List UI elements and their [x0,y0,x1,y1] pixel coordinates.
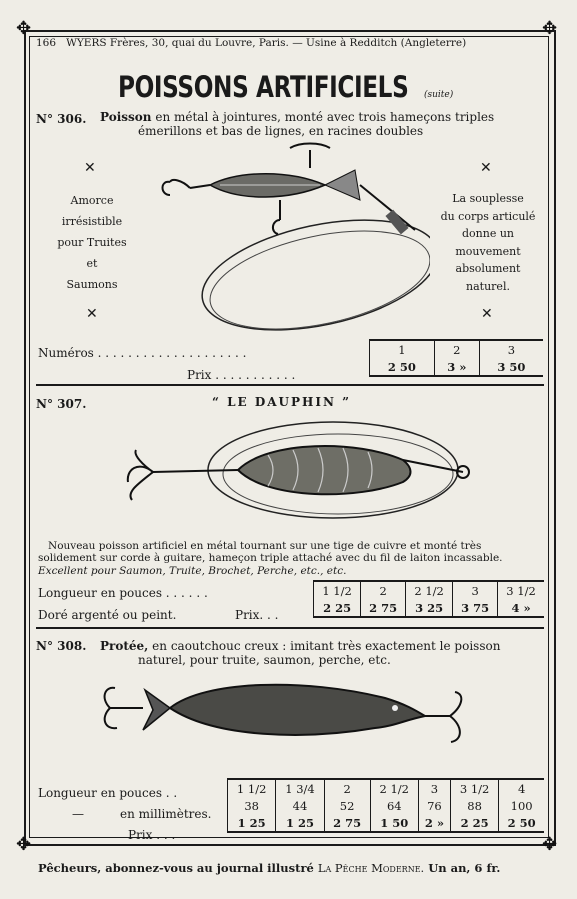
note-line: La souplesse [452,192,524,205]
item-307-name: “ LE DAUPHIN ” [212,395,352,409]
corner-ornament-icon: ✥ [542,834,558,855]
table-cell: 2 75 [324,814,370,832]
item-308-number: N° 308. [36,639,87,653]
table-cell: 3 25 [406,599,453,617]
footer-advert [38,861,500,875]
table-cell: 1 50 [370,814,418,832]
table-cell: 2 75 [361,599,406,617]
item-307-prix-label: Prix. . . [235,608,279,622]
title-suffix: (suite) [424,90,454,100]
table-cell: 1 25 [228,814,276,832]
item-308-row3-label: Prix . . . [128,828,176,842]
table-cell: 1 [370,340,435,358]
table-cell: 4 » [498,599,544,617]
header-text: WYERS Frères, 30, quai du Louvre, Paris. — Usine à Redditch (Angleterre) [66,37,467,49]
table-cell: 2 1/2 [406,581,453,599]
note-line: pour Truites [57,236,127,249]
table-cell: 2 1/2 [370,779,418,797]
prix-label-text: Prix [187,368,212,382]
item-308-row1-label: Longueur en pouces . . [38,786,178,800]
item-306-left-note [50,190,134,295]
table-cell: 1 3/4 [276,779,324,797]
item-306-desc1: en métal à jointures, monté avec trois hameçons triples [155,110,495,124]
note-line: absolument [455,262,521,275]
table-row [314,581,545,599]
footer-tail: Un an, 6 fr. [428,861,501,875]
item-306-numeros-label [38,346,246,360]
table-row [228,814,545,832]
table-cell: 2 50 [499,814,544,832]
table-cell: 2 [434,340,479,358]
note-line: naturel. [466,279,510,293]
table-cell: 88 [450,797,498,814]
table-row [370,340,544,358]
page-number: 166 [36,37,57,49]
item-307-desc2: solidement sur corde à guitare, hameçon triple attaché avec du fil de laiton incassable. [38,552,503,564]
item-308-desc1: en caoutchouc creux : imitant très exactement le poisson [152,639,501,653]
item-307-desc3: Excellent pour Saumon, Truite, Brochet, Perche, etc., etc. [38,565,347,577]
item-308-desc2: naturel, pour truite, saumon, perche, etc. [138,653,391,667]
item-307-row1-label [38,586,208,600]
table-cell: 3 50 [479,358,543,376]
table-cell: 3 1/2 [498,581,544,599]
note-line: mouvement [455,244,521,258]
table-cell: 2 [361,581,406,599]
table-cell: 2 [324,779,370,797]
row-label-text: Doré argenté ou peint. [38,608,177,622]
item-308-row2-dash: — [72,807,84,821]
item-308-row2-label: en millimètres. [120,807,212,821]
table-cell: 38 [228,797,276,814]
section-divider [36,627,544,629]
table-row [228,779,545,797]
note-line: Saumons [66,278,118,291]
item-307-row2-label [38,608,176,622]
numeros-label-text: Numéros [38,346,94,360]
table-row [228,797,545,814]
item-306-number: N° 306. [36,112,87,126]
footer-journal: La Pêche Moderne. [317,861,425,875]
note-line: Amorce [70,194,114,207]
table-cell: 3 [418,779,450,797]
table-cell: 2 25 [450,814,498,832]
table-row [370,358,544,376]
table-cell: 1 1/2 [228,779,276,797]
table-row [314,599,545,617]
item-306-prix-label [187,368,295,382]
item-306-desc2: émerillons et bas de lignes, en racines doubles [138,124,424,138]
note-line: donne un [461,227,514,240]
cross-mark-icon: ✕ [86,306,98,322]
item-306-table [369,339,543,377]
table-cell: 4 [499,779,544,797]
table-cell: 2 50 [370,358,435,376]
section-divider [36,384,544,386]
running-header [36,37,546,49]
note-line: et [86,257,98,270]
table-cell: 76 [418,797,450,814]
dauphin-lure-illustration [118,410,478,530]
page-title: POISSONS ARTIFICIELS [118,70,409,104]
item-307-desc1: Nouveau poisson artificiel en métal tournant sur une tige de cuivre et monté très [48,540,482,552]
table-cell: 3 » [434,358,479,376]
note-line: irrésistible [61,215,123,228]
item-308-desc-line1 [100,639,500,653]
table-cell: 3 [479,340,543,358]
cross-mark-icon: ✕ [84,160,96,176]
dot-leader: . . . . . . . . . . . . . . . . . . . . [93,346,247,360]
table-cell: 3 1/2 [450,779,498,797]
table-cell: 2 » [418,814,450,832]
item-306-desc-line1 [100,110,494,124]
row-label-text: Longueur en pouces [38,586,162,600]
table-cell: 3 [453,581,498,599]
note-line: du corps articulé [440,209,536,223]
corner-ornament-icon: ✥ [16,834,32,855]
item-308-table [227,778,544,833]
jointed-lure-illustration [150,140,430,340]
item-307-number: N° 307. [36,397,87,411]
cross-mark-icon: ✕ [480,160,492,176]
footer-lead: Pêcheurs, abonnez-vous au journal illustré [38,861,314,875]
item-307-table [313,580,544,618]
item-306-name: Poisson [100,110,152,124]
corner-ornament-icon: ✥ [16,18,32,39]
corner-ornament-icon: ✥ [542,18,558,39]
item-306-right-note [428,190,548,295]
dot-leader: . . . . . . . . . . . [211,368,296,382]
protee-lure-illustration [95,668,475,758]
item-308-name: Protée, [100,639,149,653]
table-cell: 1 1/2 [314,581,361,599]
table-cell: 44 [276,797,324,814]
dot-leader: . . . . . . [161,586,208,600]
table-cell: 2 25 [314,599,361,617]
table-cell: 64 [370,797,418,814]
table-cell: 100 [499,797,544,814]
table-cell: 52 [324,797,370,814]
table-cell: 3 75 [453,599,498,617]
table-cell: 1 25 [276,814,324,832]
cross-mark-icon: ✕ [481,306,493,322]
